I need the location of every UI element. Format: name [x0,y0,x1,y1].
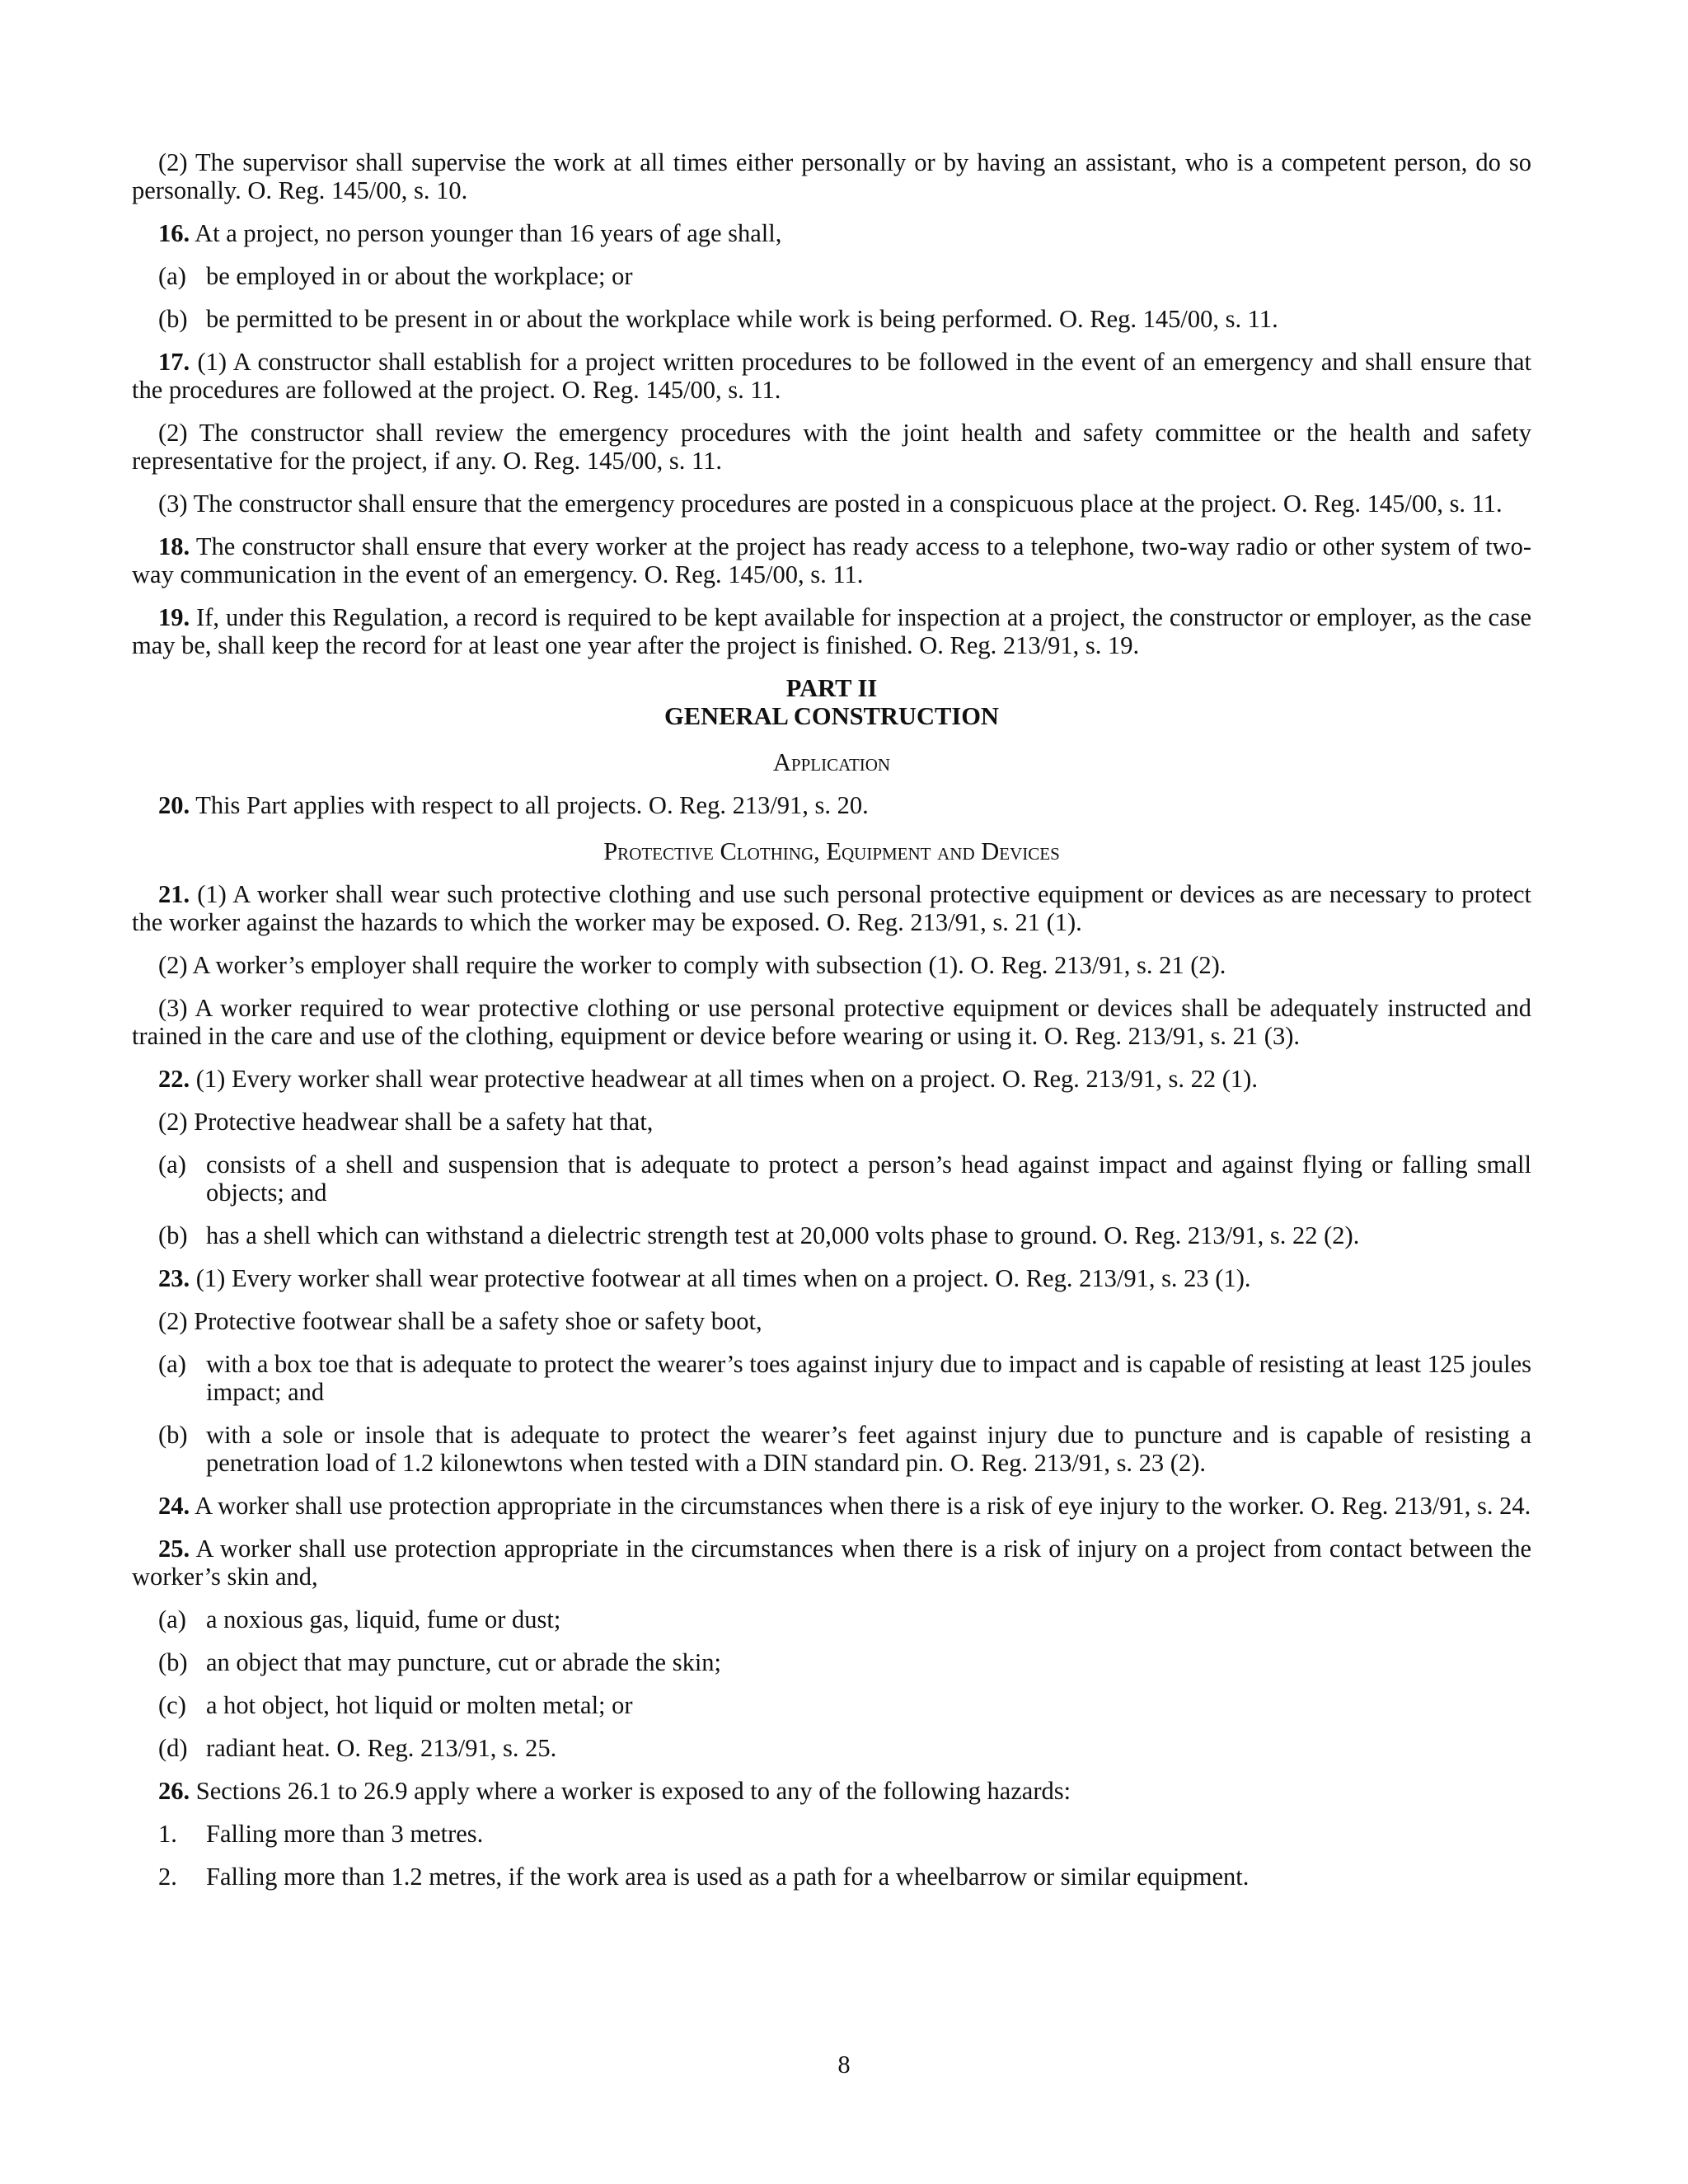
clause-text: a hot object, hot liquid or molten metal; or [206,1691,633,1719]
section-23-number: 23. [158,1264,190,1292]
clause-label: (a) [158,1605,186,1633]
paragraph-17-3: (3) The constructor shall ensure that the emergency procedures are posted in a conspicuous place at the project. O. Reg. 145/00, s. 11. [158,490,1503,518]
clause-text: a noxious gas, liquid, fume or dust; [206,1605,561,1633]
section-19-text: If, under this Regulation, a record is required to be kept available for inspection at a project, the constructor or employer, as the case may be, shall keep the record for at least one year after the project is finished. O. Reg. 213/91, s. 19. [132,603,1532,659]
clause-label: (d) [158,1734,188,1762]
clause-text: be employed in or about the workplace; or [206,262,633,290]
section-22-text: (1) Every worker shall wear protective headwear at all times when on a project. O. Reg. 213/91, s. 22 (1). [195,1065,1258,1093]
section-25-number: 25. [158,1535,190,1563]
clause-25-b [132,1648,1531,1676]
clause-label: (b) [158,1648,188,1676]
section-24 [132,1492,1531,1520]
paragraph-15-2: (2) The supervisor shall supervise the work at all times either personally or by having an assistant, who is a competent person, do so personally. O. Reg. 145/00, s. 10. [132,148,1531,204]
clause-25-c [132,1691,1531,1719]
item-26-1 [132,1820,1531,1848]
section-17 [132,348,1531,404]
part-title: PART II [785,674,878,702]
section-21-number: 21. [158,880,190,908]
section-18-text: The constructor shall ensure that every worker at the project has ready access to a telephone, two-way radio or other system of two-way communication in the event of an emergency. O. Reg. 145/00, s. 11. [132,532,1531,588]
clause-label: (a) [158,1151,186,1179]
section-21 [132,880,1531,936]
clause-text: with a box toe that is adequate to protect the wearer’s toes against injury due to impact and is capable of resisting at least 125 joules impact; and [206,1350,1531,1406]
paragraph-21-3: (3) A worker required to wear protective clothing or use personal protective equipment or devices shall be adequately instructed and trained in the care and use of the clothing, equipment or device before wearing or using it. O. Reg. 213/91, s. 21 (3). [132,994,1531,1050]
section-26 [132,1777,1531,1805]
clause-label: (b) [158,305,188,333]
clause-label: (a) [158,262,186,290]
section-23 [132,1264,1531,1292]
section-16-number: 16. [158,219,190,247]
section-20-text: This Part applies with respect to all projects. O. Reg. 213/91, s. 20. [195,791,869,819]
section-24-text: A worker shall use protection appropriate in the circumstances when there is a risk of eye injury to the worker. O. Reg. 213/91, s. 24. [195,1492,1531,1520]
section-25 [132,1535,1531,1591]
page-number: 8 [837,2050,851,2079]
section-26-text: Sections 26.1 to 26.9 apply where a worker is exposed to any of the following hazards: [195,1777,1071,1805]
section-21-text: (1) A worker shall wear such protective clothing and use such personal protective equipment or devices as are necessary to protect the worker against the hazards to which the worker may be exposed. O. Reg. 213/91, s. 21 (1). [132,880,1531,936]
clause-label: (c) [158,1691,186,1719]
clause-label: (b) [158,1221,188,1249]
section-18 [132,532,1531,588]
clause-text: has a shell which can withstand a dielectric strength test at 20,000 volts phase to ground. O. Reg. 213/91, s. 22 (2). [206,1221,1360,1249]
section-22-number: 22. [158,1065,190,1093]
clause-label: (a) [158,1350,186,1378]
section-19 [132,603,1531,659]
clause-25-a [132,1605,1531,1633]
clause-22-b [132,1221,1531,1249]
clause-label: (b) [158,1421,188,1449]
clause-16-b [132,305,1531,333]
clause-23-a [132,1350,1531,1406]
item-label: 1. [158,1820,177,1848]
paragraph-21-2: (2) A worker’s employer shall require the worker to comply with subsection (1). O. Reg. 213/91, s. 21 (2). [158,951,1226,979]
paragraph-23-2: (2) Protective footwear shall be a safety shoe or safety boot, [158,1307,762,1335]
heading-protective-clothing: Protective Clothing, Equipment and Devices [603,837,1060,865]
item-26-2 [132,1863,1531,1891]
paragraph-17-2: (2) The constructor shall review the emergency procedures with the joint health and safety committee or the health and safety representative for the project, if any. O. Reg. 145/00, s. 11. [132,419,1531,475]
part-subtitle: GENERAL CONSTRUCTION [664,702,999,730]
clause-16-a [132,262,1531,290]
section-16 [132,219,1531,247]
section-17-text: (1) A constructor shall establish for a project written procedures to be followed in the event of an emergency and shall ensure that the procedures are followed at the project. O. Reg. 145/00, s. 11. [132,348,1531,404]
clause-25-d [132,1734,1531,1762]
item-text: Falling more than 1.2 metres, if the work area is used as a path for a wheelbarrow or similar equipment. [206,1863,1250,1891]
section-17-number: 17. [158,348,190,376]
section-26-number: 26. [158,1777,190,1805]
clause-text: with a sole or insole that is adequate to protect the wearer’s feet against injury due to puncture and is capable of resisting a penetration load of 1.2 kilonewtons when tested with a DIN standard pin. O. Reg. 213/91, s. 23 (2). [206,1421,1531,1477]
clause-text: radiant heat. O. Reg. 213/91, s. 25. [206,1734,557,1762]
item-text: Falling more than 3 metres. [206,1820,484,1848]
section-23-text: (1) Every worker shall wear protective footwear at all times when on a project. O. Reg. 213/91, s. 23 (1). [195,1264,1251,1292]
section-25-text: A worker shall use protection appropriate in the circumstances when there is a risk of injury on a project from contact between the worker’s skin and, [132,1535,1531,1591]
section-22 [132,1065,1531,1093]
clause-text: be permitted to be present in or about the workplace while work is being performed. O. Reg. 145/00, s. 11. [206,305,1278,333]
clause-text: an object that may puncture, cut or abrade the skin; [206,1648,722,1676]
section-18-number: 18. [158,532,190,560]
section-16-text: At a project, no person younger than 16 years of age shall, [195,219,782,247]
section-19-number: 19. [158,603,190,631]
paragraph-22-2: (2) Protective headwear shall be a safety hat that, [158,1108,654,1136]
section-20-number: 20. [158,791,190,819]
clause-text: consists of a shell and suspension that is adequate to protect a person’s head against impact and against flying or falling small objects; and [206,1151,1531,1207]
heading-application: Application [772,748,891,776]
clause-23-b [132,1421,1531,1477]
section-24-number: 24. [158,1492,190,1520]
document-page [132,148,1531,1905]
clause-22-a [132,1151,1531,1207]
section-20 [132,791,1531,819]
item-label: 2. [158,1863,177,1891]
